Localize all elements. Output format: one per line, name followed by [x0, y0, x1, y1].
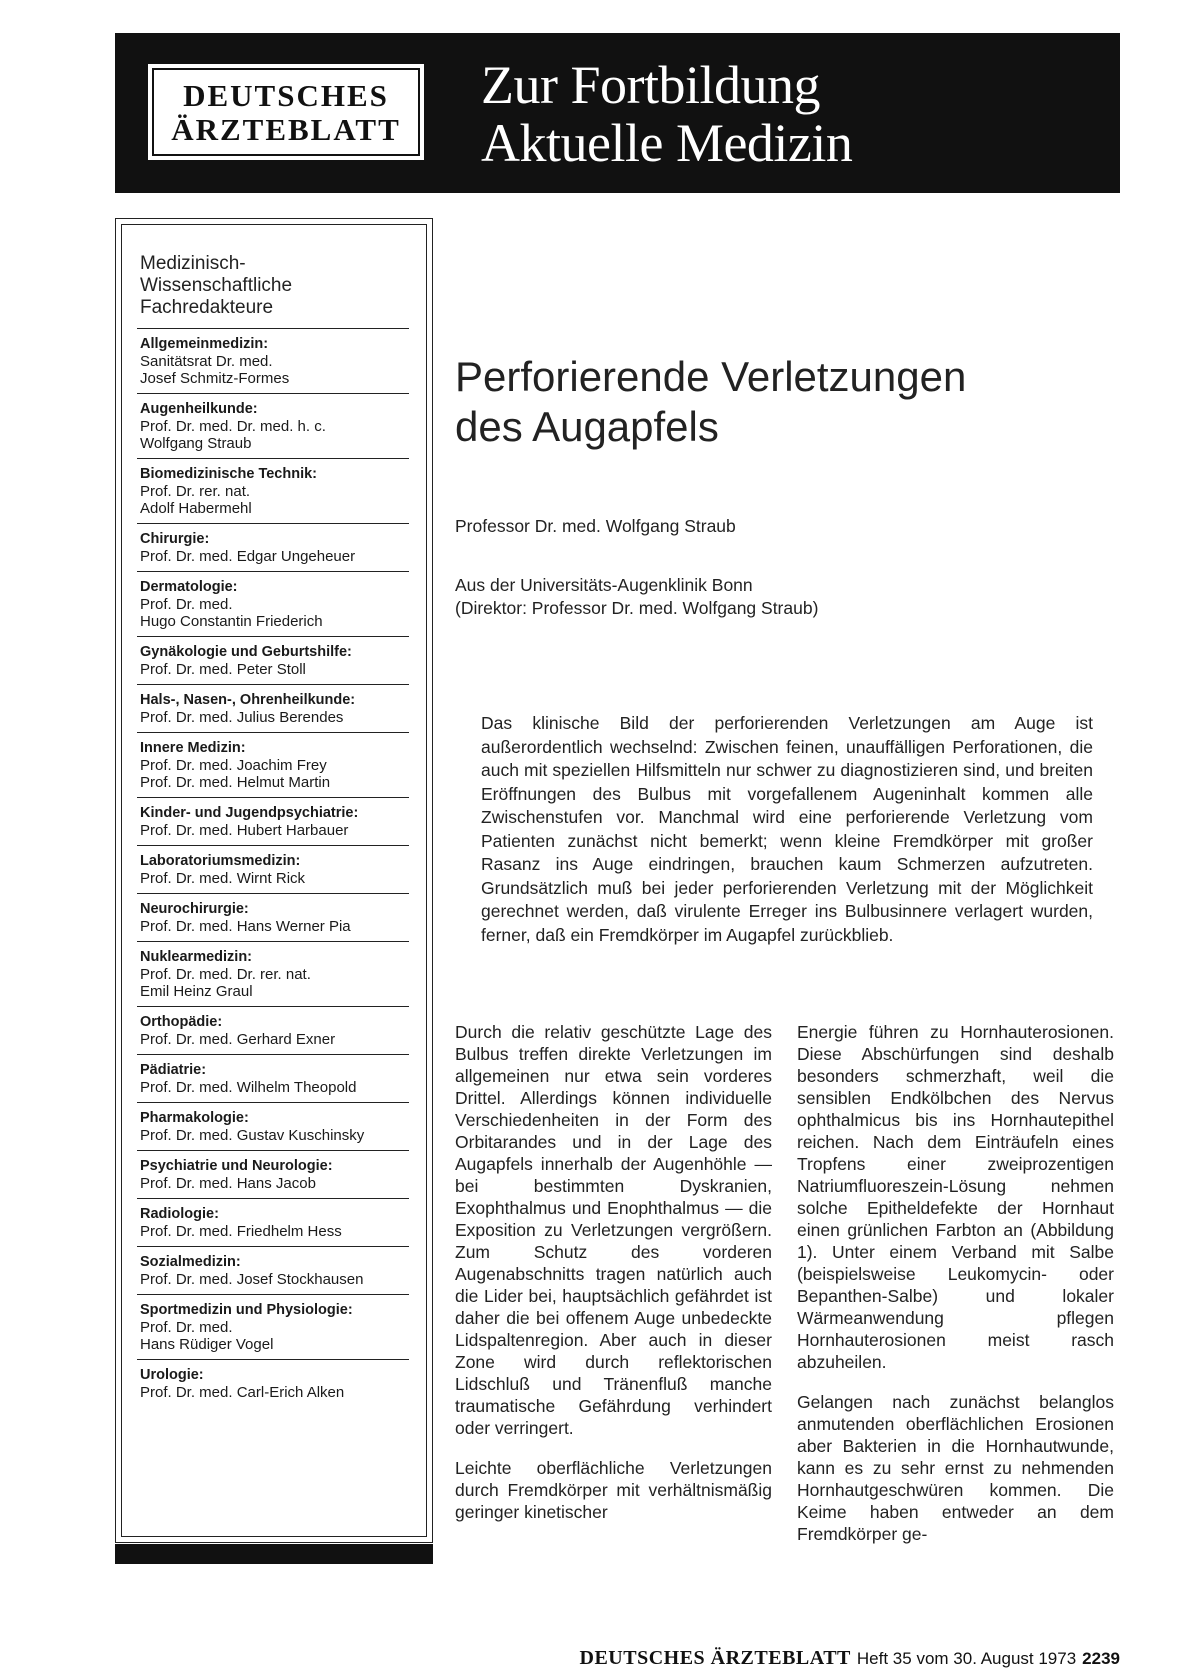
- editor-entry: [137, 1359, 409, 1407]
- affiliation-line-1: Aus der Universitäts-Augenklinik Bonn: [455, 575, 753, 595]
- sidebar-heading-line-1: Medizinisch-: [140, 253, 246, 274]
- editor-name: Prof. Dr. med. Edgar Ungeheuer: [140, 548, 356, 565]
- editor-field: Urologie:: [140, 1367, 204, 1383]
- editors-list: [137, 328, 409, 1407]
- editor-name: Prof. Dr. med. Wilhelm Theopold: [140, 1079, 357, 1096]
- footer-journal-name: DEUTSCHES ÄRZTEBLATT: [579, 1647, 851, 1669]
- editor-name: Prof. Dr. med. Gerhard Exner: [140, 1031, 336, 1048]
- editor-entry: [137, 732, 409, 797]
- body-paragraph: Durch die relativ geschützte Lage des Bulbus treffen direkte Verletzungen im allgemeinen nur etwa sein vorderes Drittel. Allerdings können individuelle Verschiedenheiten in der Form des Orbitarandes und in der Lage des Augapfels innerhalb der Augenhöhle — bei bestimmten Dyskranien, Exophthalmus und Enophthalmus — die Exposition zu Verletzungen vergrößern. Zum Schutz des vorderen Augenabschnitts tragen natürlich auch die Lider bei, hauptsächlich gefährdet ist daher die bei offenem Auge unbedeckte Lidspaltenregion. Aber auch in dieser Zone wird durch reflektorischen Lidschluß und Tränenfluß manche traumatische Gefährdung verhindert oder verringert.: [455, 1022, 772, 1438]
- editor-entry: [137, 328, 409, 393]
- article-abstract: Das klinische Bild der perforierenden Verletzungen am Auge ist außerordentlich wechselnd: Zwischen feinen, unauffälligen Perforationen, die auch mit speziellen Hilfsmitteln nur schwer zu diagnostizieren sind, und breiten Eröffnungen des Bulbus mit vorgefallenem Augeninhalt kommen alle Zwischenstufen vor. Manchmal wird eine perforierende Verletzung vom Patienten zunächst nicht bemerkt; wenn kleine Fremdkörper mit großer Rasanz ins Auge eindringen, brauchen kaum Schmerzen aufzutreten. Grundsätzlich muß bei jeder perforierenden Verletzung mit der Möglichkeit gerechnet werden, daß virulente Erreger ins Bulbusinnere verlagert wurden, ferner, daß ein Fremdkörper im Augapfel zurückblieb.: [481, 713, 1093, 945]
- sidebar-heading-line-2: Wissenschaftliche: [140, 275, 293, 296]
- editor-name: Prof. Dr. med. Dr. med. h. c. Wolfgang Straub: [140, 418, 326, 452]
- editor-field: Biomedizinische Technik:: [140, 466, 317, 482]
- editor-name: Prof. Dr. med. Julius Berendes: [140, 709, 344, 726]
- editor-name: Prof. Dr. rer. nat. Adolf Habermehl: [140, 483, 252, 517]
- logo-line-1: DEUTSCHES: [183, 78, 389, 113]
- editor-field: Kinder- und Jugendpsychiatrie:: [140, 805, 359, 821]
- editor-entry: [137, 636, 409, 684]
- page-footer: [0, 1647, 1120, 1670]
- editor-name: Prof. Dr. med. Carl-Erich Alken: [140, 1384, 345, 1401]
- editor-name: Prof. Dr. med. Gustav Kuschinsky: [140, 1127, 365, 1144]
- editor-field: Pharmakologie:: [140, 1110, 249, 1126]
- editor-field: Dermatologie:: [140, 579, 238, 595]
- editor-field: Augenheilkunde:: [140, 401, 258, 417]
- editor-field: Allgemeinmedizin:: [140, 336, 269, 352]
- article-title-line-1: Perforierende Verletzungen: [455, 353, 967, 400]
- logo-line-2: ÄRZTEBLATT: [171, 112, 401, 147]
- editor-entry: [137, 1006, 409, 1054]
- editor-entry: [137, 845, 409, 893]
- editor-entry: [137, 1246, 409, 1294]
- journal-logo: [146, 62, 426, 162]
- footer-issue: Heft 35 vom 30. August 1973: [856, 1649, 1077, 1668]
- editor-name: Prof. Dr. med. Josef Stockhausen: [140, 1271, 364, 1288]
- editor-entry: [137, 1102, 409, 1150]
- body-paragraph: Energie führen zu Hornhauterosionen. Diese Abschürfungen sind deshalb besonders schmerzhaft, weil die sensiblen Endkölbchen des Nervus ophthalmicus bis ins Hornhautepithel reichen. Nach dem Einträufeln eines Tropfens einer zweiprozentigen Natriumfluoreszein-Lösung nehmen solche Epitheldefekte der Hornhaut einen grünlichen Farbton an (Abbildung 1). Unter einem Verband mit Salbe (beispielsweise Leukomycin- oder Bepanthen-Salbe) und lokaler Wärmeanwendung pflegen Hornhauterosionen meist rasch abzuheilen.: [797, 1022, 1114, 1372]
- editor-field: Hals-, Nasen-, Ohrenheilkunde:: [140, 692, 356, 708]
- article-author: Professor Dr. med. Wolfgang Straub: [455, 516, 736, 536]
- article-title-line-2: des Augapfels: [455, 403, 719, 450]
- editor-entry: [137, 571, 409, 636]
- editor-entry: [137, 1294, 409, 1359]
- editor-field: Radiologie:: [140, 1206, 219, 1222]
- page-number: 2239: [1082, 1649, 1120, 1668]
- editor-entry: [137, 523, 409, 571]
- editor-name: Sanitätsrat Dr. med. Josef Schmitz-Formes: [140, 353, 290, 387]
- body-column-2: [797, 1021, 1114, 1563]
- editor-field: Orthopädie:: [140, 1014, 223, 1030]
- editor-field: Sozialmedizin:: [140, 1254, 241, 1270]
- editor-entry: [137, 893, 409, 941]
- editor-field: Laboratoriumsmedizin:: [140, 853, 301, 869]
- editor-name: Prof. Dr. med. Hans Rüdiger Vogel: [140, 1319, 274, 1353]
- editor-name: Prof. Dr. med. Peter Stoll: [140, 661, 306, 678]
- section-title-line-2: Aktuelle Medizin: [481, 113, 853, 173]
- editor-name: Prof. Dr. med. Hugo Constantin Friederich: [140, 596, 323, 630]
- section-title-line-1: Zur Fortbildung: [481, 55, 820, 115]
- body-paragraph: Leichte oberflächliche Verletzungen durch Fremdkörper mit verhältnismäßig geringer kinetischer: [455, 1458, 772, 1522]
- editor-name: Prof. Dr. med. Friedhelm Hess: [140, 1223, 342, 1240]
- editor-entry: [137, 797, 409, 845]
- editor-name: Prof. Dr. med. Wirnt Rick: [140, 870, 306, 887]
- editor-field: Chirurgie:: [140, 531, 210, 547]
- editor-name: Prof. Dr. med. Hans Jacob: [140, 1175, 316, 1192]
- editor-field: Psychiatrie und Neurologie:: [140, 1158, 333, 1174]
- body-column-1: [455, 1021, 772, 1541]
- editor-name: Prof. Dr. med. Dr. rer. nat. Emil Heinz Graul: [140, 966, 311, 1000]
- article-affiliation: [455, 574, 818, 620]
- editor-entry: [137, 458, 409, 523]
- editor-field: Pädiatrie:: [140, 1062, 207, 1078]
- editor-entry: [137, 393, 409, 458]
- editor-entry: [137, 684, 409, 732]
- editor-entry: [137, 941, 409, 1006]
- article-title: [455, 352, 1095, 452]
- editor-field: Nuklearmedizin:: [140, 949, 252, 965]
- body-paragraph: Gelangen nach zunächst belanglos anmutenden oberflächlichen Erosionen aber Bakterien in die Hornhautwunde, kann es zu sehr ernst zu nehmenden Hornhautgeschwüren kommen. Die Keime haben entweder an dem Fremdkörper ge-: [797, 1392, 1114, 1544]
- sidebar-heading: [140, 253, 410, 319]
- affiliation-line-2: (Direktor: Professor Dr. med. Wolfgang Straub): [455, 598, 819, 618]
- editor-entry: [137, 1198, 409, 1246]
- editor-field: Gynäkologie und Geburtshilfe:: [140, 644, 352, 660]
- editor-entry: [137, 1054, 409, 1102]
- editor-name: Prof. Dr. med. Hans Werner Pia: [140, 918, 351, 935]
- editor-field: Innere Medizin:: [140, 740, 246, 756]
- header-banner: [115, 33, 1120, 193]
- sidebar-heading-line-3: Fachredakteure: [140, 297, 274, 318]
- editor-field: Neurochirurgie:: [140, 901, 249, 917]
- editor-name: Prof. Dr. med. Hubert Harbauer: [140, 822, 349, 839]
- editor-field: Sportmedizin und Physiologie:: [140, 1302, 353, 1318]
- editor-entry: [137, 1150, 409, 1198]
- sidebar-footer-bar: [115, 1544, 433, 1564]
- editor-name: Prof. Dr. med. Joachim Frey Prof. Dr. med. Helmut Martin: [140, 757, 331, 791]
